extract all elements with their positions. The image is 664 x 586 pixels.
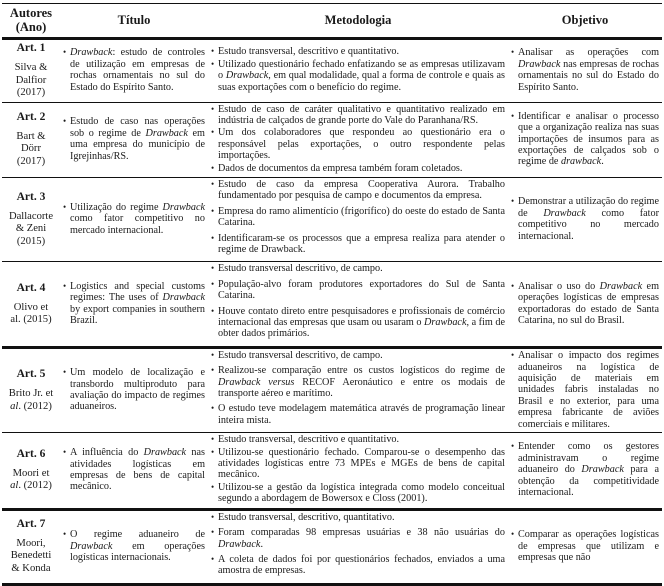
- methodology-item: [211, 127, 505, 161]
- spacer: [5, 295, 57, 302]
- methodology-item: [211, 263, 505, 274]
- methodology-cell: [208, 102, 508, 177]
- text-segment: , a fim de obter dados primários.: [218, 317, 505, 340]
- text-segment: Silva &: [14, 62, 48, 73]
- italic-text: Drawback: [70, 540, 113, 552]
- author-name: [5, 87, 57, 100]
- bullet-list: [511, 111, 659, 168]
- methodology-item: [211, 163, 505, 174]
- objective-item: [511, 441, 659, 498]
- methodology-item: [211, 306, 505, 340]
- title-cell: [60, 102, 208, 177]
- methodology-item: [211, 233, 505, 256]
- objective-item: [511, 196, 659, 242]
- bullet-list: [511, 47, 659, 93]
- text-segment: .: [601, 156, 604, 168]
- bullet-list: [211, 512, 505, 577]
- objective-cell: [508, 39, 662, 103]
- author-name: [5, 388, 57, 401]
- spacer: [5, 55, 57, 62]
- text-segment: Empresa do ramo alimentício (frigorífico) do oeste do estado de Santa Catarina.: [218, 205, 505, 229]
- bullet-list: [63, 529, 205, 563]
- title-cell: [60, 433, 208, 509]
- italic-text: al: [10, 400, 19, 412]
- author-name: [5, 236, 57, 249]
- bullet-list: [511, 441, 659, 498]
- methodology-cell: [208, 39, 508, 103]
- methodology-item: [211, 104, 505, 127]
- text-segment: .: [260, 538, 263, 550]
- bullet-list: [511, 281, 659, 327]
- text-segment: Dörr: [20, 143, 41, 155]
- objective-item: [511, 111, 659, 168]
- text-segment: Brito Jr. et: [8, 388, 54, 400]
- header-autores-label: Autores: [9, 6, 53, 20]
- literature-review-table: [2, 3, 662, 586]
- text-segment: Analisar o impacto dos regimes aduaneiros na logística de aquisição de materiais em unidades fabris instaladas no Brasil e no exterior, para uma empresa fabricante de aviões comerciais e militares.: [518, 350, 659, 430]
- article-label: Art. 3: [16, 190, 46, 203]
- objective-item: [511, 281, 659, 327]
- author-name: [5, 550, 57, 563]
- text-segment: O regime aduaneiro de: [70, 529, 205, 541]
- text-segment: . (2012): [18, 480, 52, 492]
- authors-cell: [2, 39, 60, 103]
- bullet-list: [63, 116, 205, 162]
- table-body: [2, 39, 662, 585]
- objective-item: [511, 529, 659, 563]
- table-row: [2, 509, 662, 584]
- italic-text: Drawback: [424, 317, 467, 328]
- spacer: [5, 531, 57, 538]
- authors-cell: [2, 262, 60, 347]
- author-name: [5, 401, 57, 414]
- document-page: [0, 3, 664, 586]
- text-segment: Identificar e analisar o processo que a organização realiza nas suas importações de insumos para as exportações de calçados sob o regime de: [518, 110, 659, 168]
- title-cell: [60, 509, 208, 584]
- text-segment: Identificaram-se os processos que a empresa realiza para atender o regime de Drawback.: [218, 232, 505, 255]
- authors-cell: [2, 177, 60, 261]
- header-autores: [2, 4, 60, 39]
- text-segment: em operações logísticas internacionais.: [70, 540, 205, 563]
- italic-text: Drawback: [145, 127, 188, 139]
- methodology-item: [211, 447, 505, 481]
- methodology-item: [211, 403, 505, 426]
- methodology-item: [211, 179, 505, 202]
- text-segment: População-alvo foram produtores exportadores do Sul de Santa Catarina.: [218, 278, 505, 302]
- italic-text: drawback: [561, 156, 602, 168]
- text-segment: Estudo de caso de caráter qualitativo e quantitativo realizado em indústria de calçados de grande porte do Vale do Paranhana/RS.: [218, 103, 505, 126]
- italic-text: Drawback: [518, 58, 561, 70]
- methodology-item: [211, 350, 505, 361]
- text-segment: al. (2015): [10, 314, 52, 326]
- methodology-item: [211, 206, 505, 229]
- bullet-list: [511, 350, 659, 430]
- methodology-item: [211, 527, 505, 550]
- italic-text: Drawback: [162, 202, 205, 214]
- title-item: [63, 116, 205, 162]
- text-segment: Estudo de caso da empresa Cooperativa Aurora. Trabalho fundamentado por pesquisa de campo e documentos da empresa.: [218, 178, 505, 202]
- methodology-cell: [208, 347, 508, 432]
- italic-text: Drawback: [218, 538, 261, 550]
- bullet-list: [63, 367, 205, 413]
- author-name: [5, 480, 57, 493]
- text-segment: Logistics and special customs regimes: The uses of: [70, 280, 205, 304]
- italic-text: Drawback: [599, 280, 643, 292]
- author-name: [5, 156, 57, 169]
- methodology-cell: [208, 262, 508, 347]
- authors-cell: [2, 509, 60, 584]
- text-segment: & Konda: [11, 562, 51, 574]
- text-segment: Um dos colaboradores que respondeu ao questionário era o responsável pelas exportações, o outro respondente pelas importações.: [218, 127, 505, 162]
- header-metodologia: Metodologia: [208, 4, 508, 39]
- text-segment: em uma empresa do município de Igrejinhas/RS.: [70, 127, 205, 162]
- text-segment: para a obtenção da competitividade internacional.: [518, 464, 659, 499]
- text-segment: Moori et: [12, 467, 50, 479]
- text-segment: Estudo transversal, descritivo e quantitativo.: [218, 434, 400, 446]
- header-ano-label: (Ano): [15, 20, 47, 34]
- text-segment: nas empresas de rochas ornamentais no sul do Estado do Espírito Santo.: [518, 58, 659, 93]
- text-segment: Estudo transversal, descritivo e quantitativo.: [218, 46, 400, 58]
- text-segment: como fator competitivo no mercado internacional.: [518, 207, 659, 242]
- italic-text: Drawback versus: [218, 376, 295, 388]
- article-label: Art. 1: [16, 42, 46, 54]
- article-label: Art. 6: [16, 447, 46, 460]
- text-segment: (2017): [16, 155, 46, 167]
- objective-cell: [508, 262, 662, 347]
- italic-text: Drawback: [162, 292, 205, 304]
- text-segment: Estudo de caso nas operações sob o regime de: [70, 116, 205, 139]
- text-segment: Um modelo de localização e transbordo multiproduto para avaliação do impacto de regimes aduaneiros.: [70, 367, 205, 413]
- text-segment: Demonstrar a utilização do regime de: [518, 196, 659, 219]
- text-segment: Benedetti: [10, 550, 52, 562]
- text-segment: by export companies in southern Brazil.: [70, 303, 205, 326]
- objective-cell: [508, 177, 662, 261]
- text-segment: Olivo et: [13, 301, 49, 313]
- title-item: [63, 447, 205, 493]
- text-segment: Dalfior: [15, 74, 47, 86]
- text-segment: Estudo transversal descritivo, de campo.: [218, 263, 383, 275]
- text-segment: : estudo de controles de utilização em empresas de rochas ornamentais no sul do Estado do Espírito Santo.: [70, 47, 205, 93]
- spacer: [5, 204, 57, 211]
- text-segment: Estudo transversal descritivo, de campo.: [218, 349, 383, 361]
- italic-text: Drawback: [581, 464, 624, 476]
- text-segment: nas atividades logísticas em empresas de bens de capital mecânico.: [70, 447, 205, 493]
- text-segment: (2015): [16, 235, 46, 247]
- author-name: [5, 211, 57, 224]
- title-cell: [60, 177, 208, 261]
- text-segment: A coleta de dados foi por questionários fechados, enviados a uma amostra de empresas.: [218, 553, 505, 577]
- bullet-list: [211, 434, 505, 504]
- bullet-list: [63, 447, 205, 493]
- author-name: [5, 314, 57, 327]
- bullet-list: [211, 104, 505, 174]
- methodology-cell: [208, 177, 508, 261]
- title-cell: [60, 262, 208, 347]
- author-name: [5, 143, 57, 156]
- bullet-list: [211, 46, 505, 93]
- methodology-cell: [208, 433, 508, 509]
- objective-cell: [508, 347, 662, 432]
- author-name: [5, 223, 57, 236]
- text-segment: O estudo teve modelagem matemática através de programação linear inteira mista.: [218, 403, 505, 426]
- methodology-item: [211, 46, 505, 57]
- methodology-item: [211, 279, 505, 302]
- header-titulo: Título: [60, 4, 208, 39]
- text-segment: Realizou-se comparação entre os custos logísticos do regime de: [218, 365, 505, 377]
- title-item: [63, 47, 205, 93]
- bullet-list: [63, 47, 205, 93]
- title-item: [63, 202, 205, 236]
- spacer: [5, 461, 57, 468]
- author-name: [5, 563, 57, 576]
- author-name: [5, 302, 57, 315]
- italic-text: Drawback: [70, 47, 113, 59]
- text-segment: Entender como os gestores administravam o regime aduaneiro do: [518, 441, 659, 476]
- objective-cell: [508, 433, 662, 509]
- table-header-row: [2, 4, 662, 39]
- title-cell: [60, 39, 208, 103]
- text-segment: Utilização do regime: [70, 202, 163, 214]
- bullet-list: [211, 179, 505, 255]
- text-segment: Analisar o uso do: [518, 280, 600, 292]
- bullet-list: [63, 281, 205, 327]
- text-segment: como fator competitivo no mercado internacional.: [70, 213, 205, 236]
- text-segment: Utilizado questionário fechado enfatizando se as empresas utilizavam o: [218, 58, 505, 82]
- table-row: [2, 433, 662, 509]
- spacer: [5, 381, 57, 388]
- bullet-list: [211, 350, 505, 426]
- author-name: [5, 62, 57, 75]
- text-segment: Houve contato direto entre pesquisadores e profissionais de comércio internacional das empresas que usam ou usaram o: [218, 305, 505, 328]
- authors-cell: [2, 347, 60, 432]
- text-segment: Dallacorte: [8, 210, 54, 222]
- text-segment: Comparar as operações logísticas de empresas que utilizam e empresas que não: [518, 529, 659, 563]
- article-label: Art. 7: [16, 517, 46, 530]
- methodology-item: [211, 434, 505, 445]
- text-segment: Utilizou-se questionário fechado. Comparou-se o desempenho das atividades logísticas entre 73 MPEs e MGEs de bens de capital mecânico.: [218, 446, 505, 481]
- objective-item: [511, 47, 659, 93]
- methodology-item: [211, 512, 505, 523]
- methodology-item: [211, 554, 505, 577]
- text-segment: Foram comparadas 98 empresas usuárias e 38 não usuárias do: [218, 527, 505, 539]
- bullet-list: [511, 529, 659, 563]
- text-segment: RECOF Aeronáutico e entre os modais de transporte aéreo e marítimo.: [218, 376, 505, 400]
- methodology-item: [211, 482, 505, 505]
- title-item: [63, 529, 205, 563]
- author-name: [5, 468, 57, 481]
- table-row: [2, 102, 662, 177]
- text-segment: Estudo transversal, descritivo, quantitativo.: [218, 511, 395, 523]
- article-label: Art. 2: [16, 110, 46, 123]
- text-segment: Dados de documentos da empresa também foram coletados.: [218, 162, 463, 174]
- text-segment: , em qual modalidade, qual a forma de controle e quais as suas exportações com o benefício do regime.: [218, 70, 505, 93]
- text-segment: Utilizou-se a gestão da logística integrada como modelo conceitual segundo a abordagem de Bowersox e Closs (2001).: [218, 481, 505, 505]
- table-row: [2, 39, 662, 103]
- title-item: [63, 281, 205, 327]
- text-segment: Bart &: [16, 130, 46, 142]
- author-name: [5, 538, 57, 551]
- objective-cell: [508, 509, 662, 584]
- text-segment: Moori,: [16, 537, 46, 549]
- header-objetivo: Objetivo: [508, 4, 662, 39]
- text-segment: (2017): [16, 87, 46, 98]
- bullet-list: [511, 196, 659, 242]
- article-label: Art. 5: [16, 368, 46, 381]
- italic-text: Drawback: [543, 207, 586, 219]
- methodology-item: [211, 59, 505, 93]
- methodology-cell: [208, 509, 508, 584]
- table-row: [2, 347, 662, 432]
- text-segment: . (2012): [18, 400, 52, 412]
- text-segment: em operações logísticas de empresas exportadoras do estado de Santa Catarina, no sul do Brasil.: [518, 280, 659, 326]
- authors-cell: [2, 433, 60, 509]
- italic-text: Drawback: [143, 447, 187, 459]
- bullet-list: [63, 202, 205, 236]
- text-segment: & Zeni: [15, 223, 47, 235]
- author-name: [5, 131, 57, 144]
- text-segment: Analisar as operações com: [518, 47, 659, 59]
- article-label: Art. 4: [16, 281, 46, 294]
- italic-text: al: [10, 480, 19, 492]
- methodology-item: [211, 365, 505, 399]
- table-row: [2, 177, 662, 261]
- table-row: [2, 262, 662, 347]
- objective-cell: [508, 102, 662, 177]
- authors-cell: [2, 102, 60, 177]
- italic-text: Drawback: [225, 70, 269, 82]
- objective-item: [511, 350, 659, 430]
- title-item: [63, 367, 205, 413]
- bullet-list: [211, 263, 505, 339]
- title-cell: [60, 347, 208, 432]
- text-segment: A influência do: [70, 447, 144, 459]
- author-name: [5, 75, 57, 88]
- spacer: [5, 124, 57, 131]
